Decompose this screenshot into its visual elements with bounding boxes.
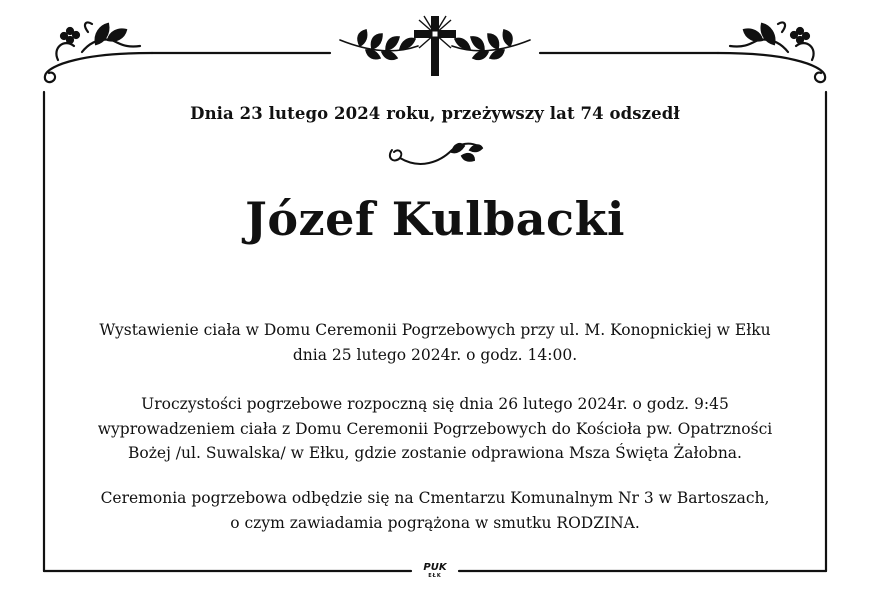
logo-sub-text: EŁK bbox=[428, 573, 442, 579]
text-line: Uroczystości pogrzebowe rozpoczną się dnia 26 lutego 2024r. o godz. 9:45 bbox=[141, 395, 729, 413]
left-corner-ornament-icon bbox=[45, 22, 152, 82]
right-corner-ornament-icon bbox=[718, 22, 825, 82]
text-line: wyprowadzeniem ciała z Domu Ceremonii Pogrzebowych do Kościoła pw. Opatrzności bbox=[97, 419, 773, 438]
deceased-name: Józef Kulbacki bbox=[245, 192, 625, 246]
text-line: Wystawienie ciała w Domu Ceremonii Pogrzebowych przy ul. M. Konopnickiej w Ełku bbox=[99, 321, 771, 339]
text-line: dnia 25 lutego 2024r. o godz. 14:00. bbox=[292, 345, 578, 364]
text-line: o czym zawiadamia pogrążona w smutku RODZINA. bbox=[230, 513, 640, 532]
burial-paragraph bbox=[55, 486, 815, 535]
viewing-paragraph bbox=[55, 318, 815, 367]
text-line: Bożej /ul. Suwalska/ w Ełku, gdzie zostanie odprawiona Msza Święta Żałobna. bbox=[128, 444, 742, 462]
company-logo bbox=[418, 563, 452, 579]
ceremony-paragraph bbox=[55, 392, 815, 466]
text-line: Ceremonia pogrzebowa odbędzie się na Cmentarzu Komunalnym Nr 3 w Bartoszach, bbox=[100, 489, 770, 507]
logo-main-text: PUK bbox=[423, 562, 447, 573]
swirl-ornament-icon bbox=[390, 144, 482, 164]
intro-line: Dnia 23 lutego 2024 roku, przeżywszy lat 74 odszedł bbox=[190, 104, 680, 123]
cross-icon bbox=[414, 16, 456, 76]
